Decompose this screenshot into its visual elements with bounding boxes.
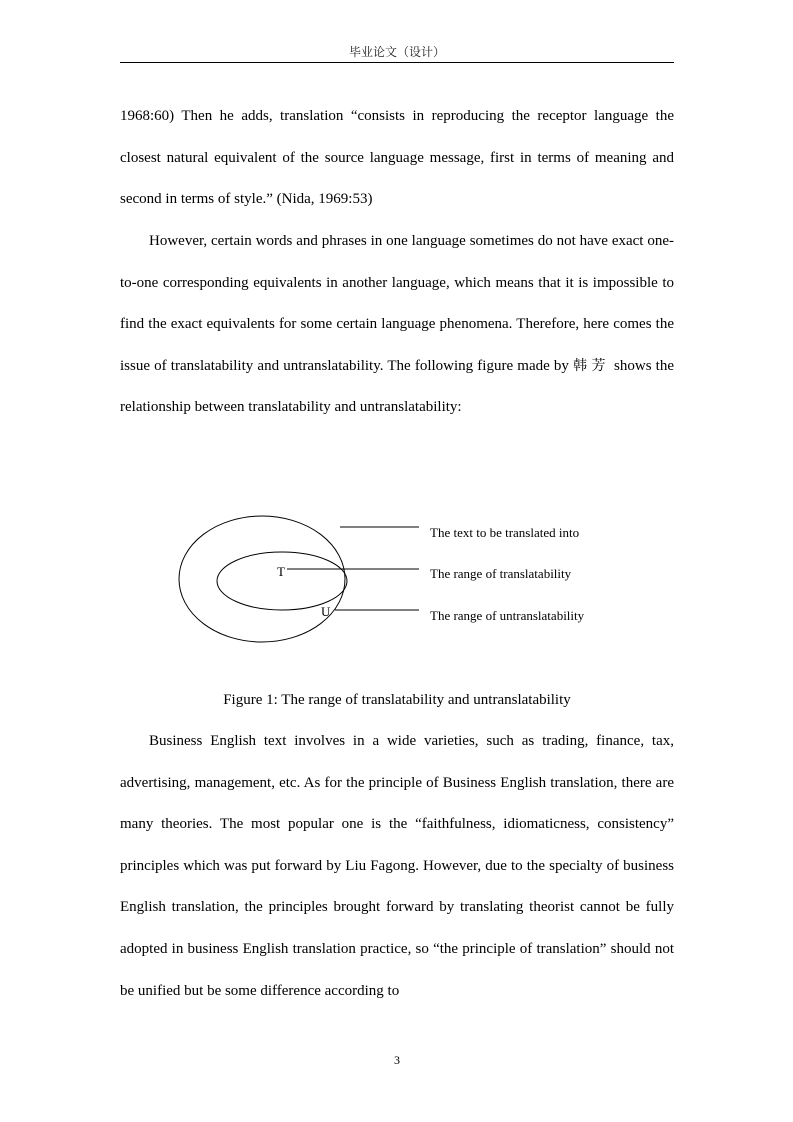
page-number: 3 [394,1053,400,1067]
paragraph-translatability [120,221,674,429]
inner-ellipse-translatability [217,552,347,610]
label-range-untranslatability: The range of untranslatability [430,608,585,623]
label-letter-u: U [321,604,331,619]
author-name-chinese: 韩芳 [573,357,610,374]
paragraph-nida-quote: 1968:60) Then he adds, translation “consists in reproducing the receptor language the closest natural equivalent of the source language message, first in terms of meaning and second in terms of style.” (Nida, 1969:53) [120,108,674,208]
label-outer-text: The text to be translated into [430,525,580,540]
label-range-translatability: The range of translatability [430,566,572,581]
translatability-figure [170,500,630,650]
outer-ellipse-untranslatability [179,516,345,642]
header-rule [120,62,674,63]
paragraph-text-after-name: shows the relationship between translatability and untranslatability: [120,357,675,416]
figure-caption: Figure 1: The range of translatability and untranslatability [223,692,571,708]
label-letter-t: T [277,564,285,579]
paragraph-text-before-name: However, certain words and phrases in one language sometimes do not have exact one-to-one corresponding equivalents in another language, which means that it is impossible to find the exact equivalents for some certain language phenomena. Therefore, here comes the issue of translatability and untranslatability. The following figure made by [120,233,674,374]
page-header: 毕业论文（设计） [348,45,445,59]
paragraph-business-english: Business English text involves in a wide varieties, such as trading, finance, tax, advertising, management, etc. As for the principle of Business English translation, there are many theories. The most popular one is the “faithfulness, idiomaticness, consistency” principles which was put forward by Liu Fagong. However, due to the specialty of business English translation, the principles brought forward by translating theorist cannot be fully adopted in business English translation practice, so “the principle of translation” should not be unified but be some difference according to [120,733,674,999]
